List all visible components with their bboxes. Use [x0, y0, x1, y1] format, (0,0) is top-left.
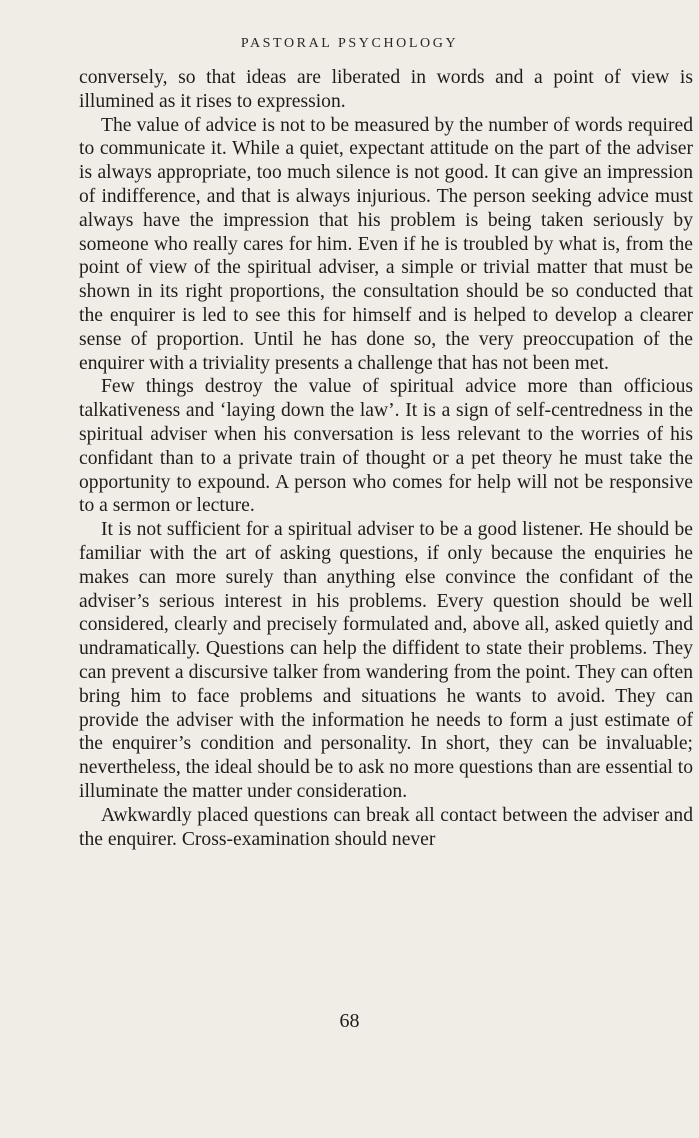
paragraph: Few things destroy the value of spiritual advice more than officious talkativeness and ‘laying down the law’. It is a sign of self-centredness in the spiritual adviser when his conversation is less relevant to the worries of his confidant than to a private train of thought or a pet theory he must take the opportunity to expound. A person who comes for help will not be responsive to a sermon or lecture. — [79, 376, 693, 517]
body-text — [79, 66, 693, 851]
paragraph: Awkwardly placed questions can break all contact between the adviser and the enquirer. Cross-examination should never — [79, 804, 693, 850]
paragraph: conversely, so that ideas are liberated in words and a point of view is illumined as it rises to expression. — [79, 67, 693, 112]
page-number: 68 — [339, 1010, 360, 1032]
paragraph: The value of advice is not to be measured by the number of words required to communicate it. While a quiet, expectant attitude on the part of the adviser is always appropriate, too much silence is not good. It can give an impression of indifference, and that is always injurious. The person seeking advice must always have the impression that his problem is being taken seriously by someone who really cares for him. Even if he is troubled by what is, from the point of view of the spiritual adviser, a simple or trivial matter that must be shown in its right proportions, the consultation should be so conducted that the enquirer is led to see this for himself and is helped to develop a clearer sense of proportion. Until he has done so, the very preoccupation of the enquirer with a triviality presents a challenge that has not been met. — [79, 114, 693, 374]
running-head: PASTORAL PSYCHOLOGY — [240, 36, 459, 51]
paragraph: It is not sufficient for a spiritual adviser to be a good listener. He should be familiar with the art of asking questions, if only because the enquiries he makes can more surely than anything else convince the confidant of the adviser’s serious interest in his problems. Every question should be well considered, clearly and precisely formulated and, above all, asked quietly and undramatically. Questions can help the diffident to state their problems. They can prevent a discursive talker from wandering from the point. They can often bring him to face problems and situations he wants to avoid. They can provide the adviser with the information he needs to form a just estimate of the enquirer’s condition and personality. In short, they can be invaluable; nevertheless, the ideal should be to ask no more questions than are essential to illuminate the matter under consideration. — [79, 519, 693, 802]
